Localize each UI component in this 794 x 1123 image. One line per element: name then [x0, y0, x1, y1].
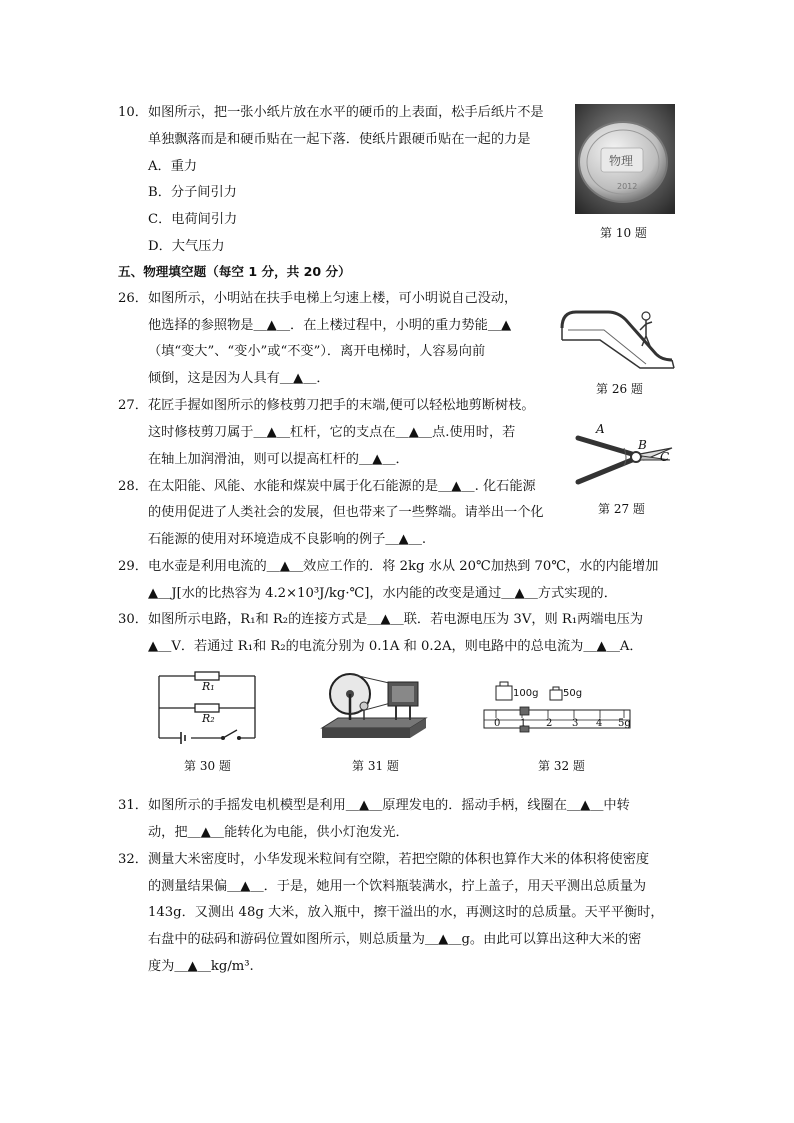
- q28-text-line1: 28．在太阳能、风能、水能和煤炭中属于化石能源的是＿▲＿. 化石能源: [118, 479, 536, 494]
- q32-balance-figure: [482, 676, 634, 740]
- q26-text-line1: 26．如图所示，小明站在扶手电梯上匀速上楼，可小明说自己没动，: [118, 291, 518, 306]
- q30-circuit-figure: [155, 666, 259, 746]
- q31-text-line1: 31．如图所示的手摇发电机模型是利用＿▲＿原理发电的．摇动手柄，线圈在＿▲＿中转: [118, 798, 630, 813]
- q32-tick-2: 2: [546, 718, 553, 729]
- q30-label-r2: R₂: [202, 712, 215, 725]
- q32-text-line2: 的测量结果偏＿▲＿．于是，她用一个饮料瓶装满水，拧上盖子，用天平测出总质量为: [148, 879, 647, 894]
- q27-label-b: B: [638, 438, 647, 452]
- q28-text-line3: 石能源的使用对环境造成不良影响的例子＿▲＿.: [148, 532, 427, 547]
- q30-label-r1: R₁: [202, 680, 215, 693]
- q29-text-line2: ▲＿J[水的比热容为 4.2×10³J/kg·℃]，水内能的改变是通过＿▲＿方式实现的．: [148, 586, 617, 601]
- q32-weight-50g: 50g: [563, 688, 583, 699]
- q26-escalator-figure: [560, 300, 676, 372]
- q30-text-line2: ▲＿V．若通过 R₁和 R₂的电流分别为 0.1A 和 0.2A，则电路中的总电流为＿▲＿A．: [148, 639, 643, 654]
- q32-text-line4: 右盘中的砝码和游码位置如图所示，则总质量为＿▲＿g。由此可以算出这种大米的密: [148, 932, 642, 947]
- q32-text-line5: 度为＿▲＿kg/m³.: [148, 959, 254, 974]
- q31-generator-figure: [318, 666, 432, 746]
- q32-tick-4: 4: [596, 718, 603, 729]
- q27-caption: 第 27 题: [598, 502, 645, 516]
- q32-tick-1: 1: [520, 718, 527, 729]
- q27-text-line2: 这时修枝剪刀属于＿▲＿杠杆，它的支点在＿▲＿点.使用时，若: [148, 425, 516, 440]
- q10-option-a: A．重力: [148, 159, 198, 174]
- q10-text-line1: 10．如图所示，把一张小纸片放在水平的硬币的上表面，松手后纸片不是: [118, 105, 544, 120]
- q10-option-b: B．分子间引力: [148, 185, 237, 200]
- q26-text-line4: 倾倒，这是因为人具有＿▲＿．: [148, 371, 330, 386]
- q10-coin-photo: [575, 104, 675, 214]
- q32-caption: 第 32 题: [538, 759, 585, 773]
- q32-weight-100g: 100g: [513, 688, 539, 699]
- q10-text-line2: 单独飘落而是和硬币贴在一起下落．使纸片跟硬币贴在一起的力是: [148, 132, 531, 147]
- q28-text-line2: 的使用促进了人类社会的发展，但也带来了一些弊端。请举出一个化: [148, 505, 544, 520]
- q10-coin-year: 2012: [617, 182, 638, 191]
- q32-tick-3: 3: [572, 718, 579, 729]
- q31-caption: 第 31 题: [352, 759, 399, 773]
- q10-caption: 第 10 题: [600, 226, 647, 240]
- q30-text-line1: 30．如图所示电路，R₁和 R₂的连接方式是＿▲＿联．若电源电压为 3V，则 R₁两端电压为: [118, 612, 644, 627]
- q32-text-line1: 32．测量大米密度时，小华发现米粒间有空隙，若把空隙的体积也算作大米的体积将使密度: [118, 852, 650, 867]
- q27-text-line3: 在轴上加润滑油，则可以提高杠杆的＿▲＿．: [148, 452, 409, 467]
- q32-tick-0: 0: [494, 718, 501, 729]
- q27-label-a: A: [596, 422, 605, 436]
- q26-caption: 第 26 题: [596, 382, 643, 396]
- q10-coin-label: 物理: [609, 154, 634, 168]
- q26-text-line3: （填“变大”、“变小”或“不变”）．离开电梯时，人容易向前: [148, 344, 486, 359]
- q31-text-line2: 动，把＿▲＿能转化为电能，供小灯泡发光．: [148, 825, 409, 840]
- q32-tick-5: 5g: [618, 718, 631, 729]
- q27-text-line1: 27．花匠手握如图所示的修枝剪刀把手的末端,便可以轻松地剪断树枝。: [118, 398, 535, 413]
- q10-option-d: D．大气压力: [148, 239, 225, 254]
- q27-label-c: C: [660, 450, 670, 464]
- q27-shears-figure: [574, 420, 678, 492]
- q32-text-line3: 143g．又测出 48g 大米，放入瓶中，擦干溢出的水，再测这时的总质量。天平平衡时，: [148, 905, 664, 920]
- section-title: 五、物理填空题（每空 1 分，共 20 分）: [118, 264, 351, 279]
- q26-text-line2: 他选择的参照物是＿▲＿．在上楼过程中，小明的重力势能＿▲: [148, 318, 512, 333]
- q30-caption: 第 30 题: [184, 759, 231, 773]
- q29-text-line1: 29．电水壶是利用电流的＿▲＿效应工作的．将 2kg 水从 20℃加热到 70℃，水的内能增加: [118, 559, 659, 574]
- q10-option-c: C．电荷间引力: [148, 212, 238, 227]
